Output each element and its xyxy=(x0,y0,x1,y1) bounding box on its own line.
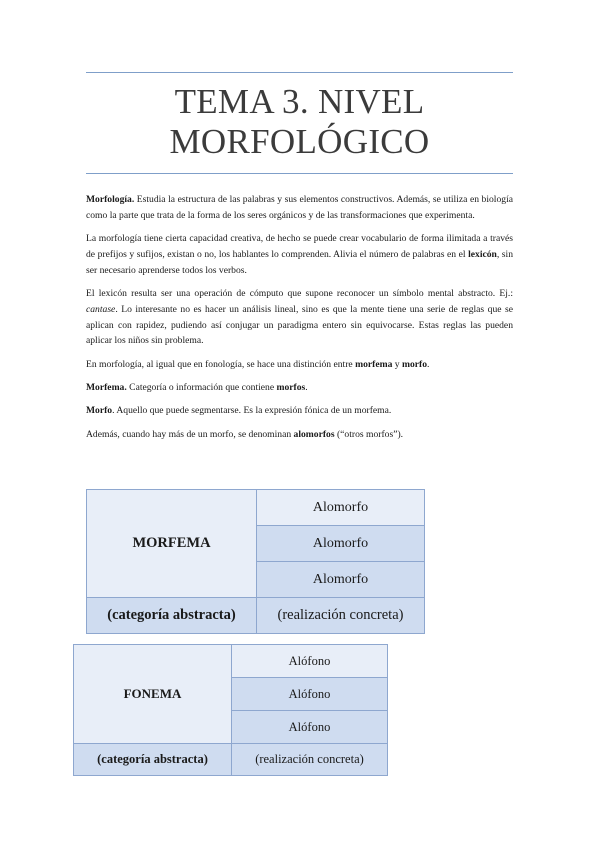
categoria-abstracta-cell: (categoría abstracta) xyxy=(74,744,232,776)
paragraph-lexicon xyxy=(86,286,513,349)
paragraph-text: . xyxy=(305,381,308,393)
paragraph-creatividad xyxy=(86,231,513,278)
morfema-table xyxy=(86,489,425,634)
paragraph-text: Categoría o información que contiene xyxy=(126,381,277,393)
alomorfo-cell: Alomorfo xyxy=(257,562,425,598)
paragraph-text: . xyxy=(427,358,430,370)
bold-term: morfos xyxy=(276,381,306,393)
alomorfo-cell: Alomorfo xyxy=(257,490,425,526)
paragraph-morfo xyxy=(86,403,513,419)
paragraph-morfologia xyxy=(86,192,513,224)
term: Morfo xyxy=(86,405,113,417)
top-rule xyxy=(86,72,513,73)
bold-term: alomorfos xyxy=(293,428,335,440)
fonema-head: FONEMA xyxy=(74,645,232,744)
bottom-rule xyxy=(86,173,513,174)
paragraph-distincion xyxy=(86,357,513,373)
categoria-abstracta-cell: (categoría abstracta) xyxy=(87,598,257,634)
italic-example: cantase xyxy=(86,303,116,315)
fonema-table xyxy=(73,644,388,776)
paragraph-text: Estudia la estructura de las palabras y sus elementos constructivos. Además, se utiliza en biología como la parte que trata de la forma de los seres orgánicos y de las transformaciones que experimenta. xyxy=(86,194,513,221)
paragraph-text: . Aquello que puede segmentarse. Es la expresión fónica de un morfema. xyxy=(112,405,392,417)
alomorfo-cell: Alomorfo xyxy=(257,526,425,562)
paragraph-text: El lexicón resulta ser una operación de cómputo que supone reconocer un símbolo mental abstracto. Ej.: xyxy=(86,287,513,299)
term: Morfema. xyxy=(86,381,127,393)
morfema-head: MORFEMA xyxy=(87,490,257,598)
title-line-2: MORFOLÓGICO xyxy=(169,122,430,161)
realizacion-concreta-cell: (realización concreta) xyxy=(232,744,388,776)
page-title xyxy=(86,82,513,162)
paragraph-morfema xyxy=(86,380,513,396)
paragraph-alomorfos xyxy=(86,427,513,443)
body-text xyxy=(86,192,513,450)
paragraph-text: . Lo interesante no es hacer un análisis lineal, sino es que la mente tiene una serie de reglas que se aplican con rapidez, pudiendo así conjugar un paradigma entero sin equivocarse. Estas reglas las pueden aplicar los niños sin problema. xyxy=(86,303,513,347)
paragraph-text: La morfología tiene cierta capacidad creativa, de hecho se puede crear vocabulario de forma ilimitada a través de prefijos y sufijos, existan o no, los hablantes lo comprenden. Alivia el número de palabras en el xyxy=(86,233,513,260)
paragraph-text: En morfología, al igual que en fonología, se hace una distinción entre xyxy=(86,358,356,370)
title-line-1: TEMA 3. NIVEL xyxy=(174,82,425,121)
alofono-cell: Alófono xyxy=(232,678,388,711)
realizacion-concreta-cell: (realización concreta) xyxy=(257,598,425,634)
alofono-cell: Alófono xyxy=(232,711,388,744)
paragraph-text: y xyxy=(392,358,402,370)
alofono-cell: Alófono xyxy=(232,645,388,678)
paragraph-text: , sin ser necesario aprenderse todos los verbos. xyxy=(86,248,514,276)
term: Morfología. xyxy=(86,194,135,205)
bold-term: morfo xyxy=(401,358,428,370)
bold-term: morfema xyxy=(355,358,393,370)
bold-term: lexicón xyxy=(468,248,497,260)
paragraph-text: Además, cuando hay más de un morfo, se denominan xyxy=(86,428,294,440)
paragraph-text: (“otros morfos”). xyxy=(334,428,404,440)
